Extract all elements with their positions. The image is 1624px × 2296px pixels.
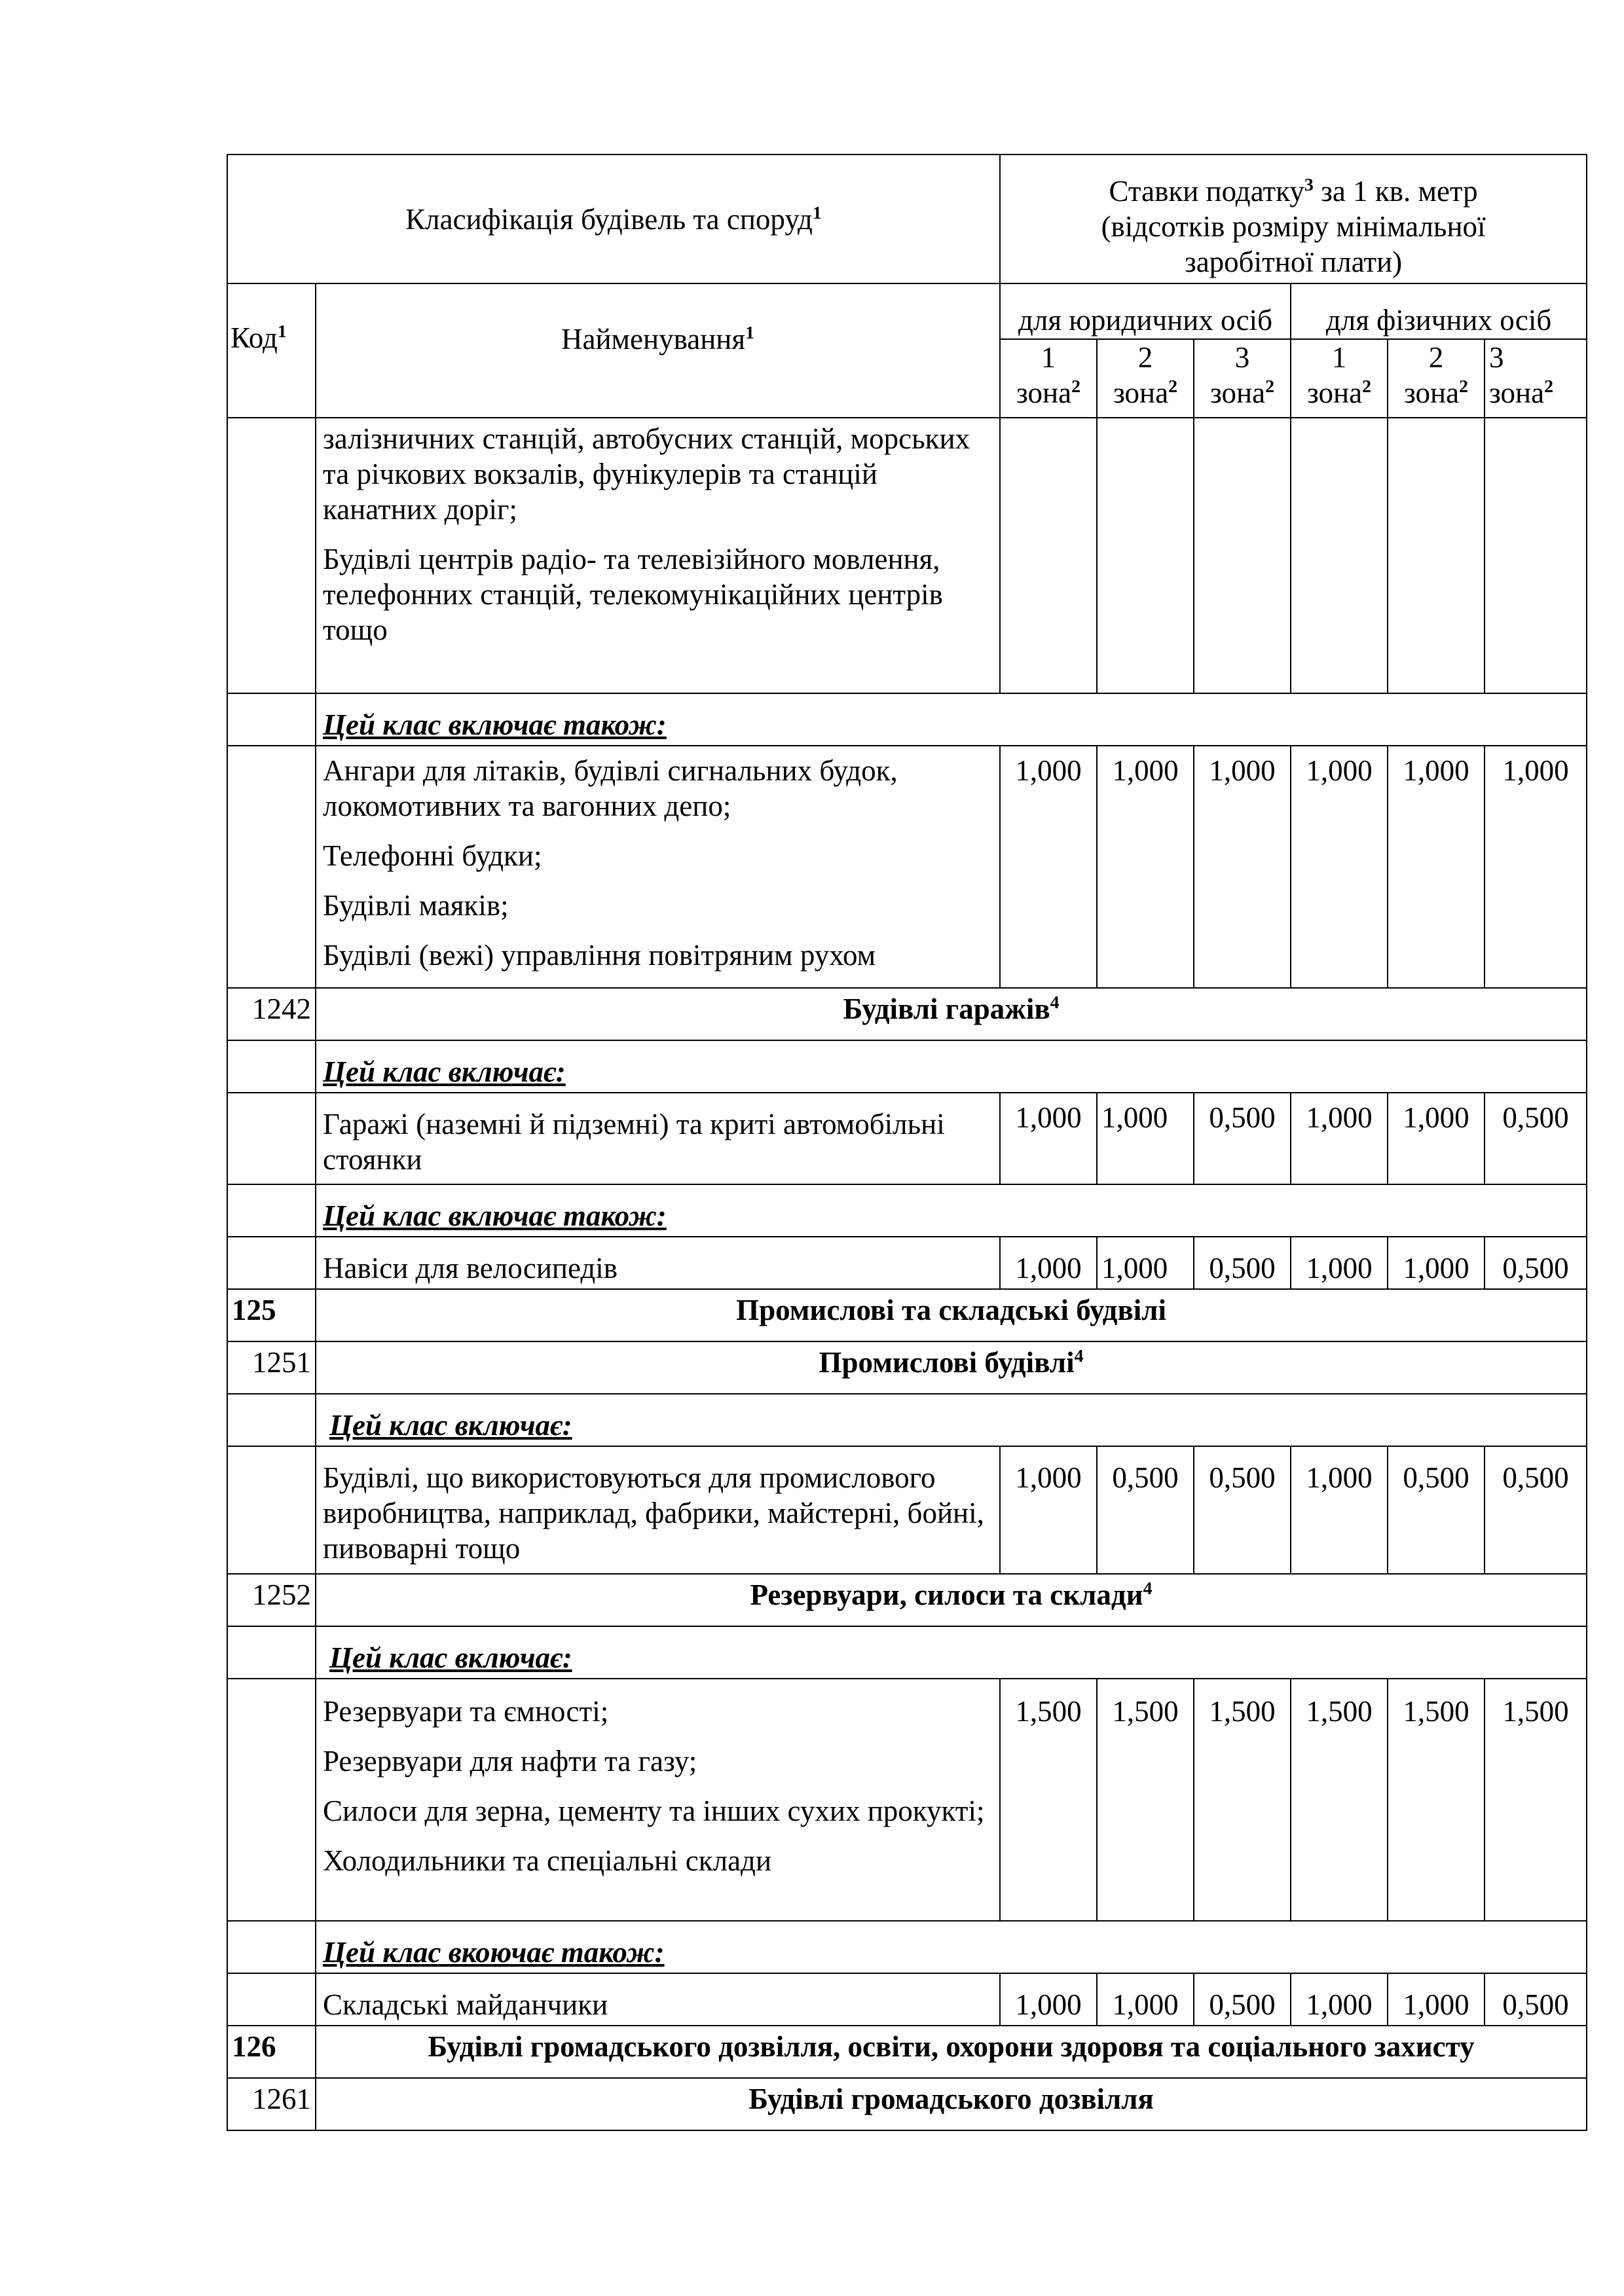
zone-header xyxy=(1097,339,1194,418)
class-includes-label: Цей клас включає: xyxy=(316,1040,1587,1093)
section-title: Будівлі громадського дозвілля, освіти, охорони здоровя та соціального захисту xyxy=(316,2026,1587,2078)
zone-word: зона xyxy=(1016,376,1072,409)
rate-cell: 1,500 xyxy=(1291,1679,1388,1921)
name-paragraph: Телефонні будки; xyxy=(323,839,542,872)
rates-header-line1 xyxy=(1007,173,1579,209)
footnote-mark: 2 xyxy=(1071,376,1081,397)
code-cell xyxy=(227,1679,316,1921)
zone-word: зона xyxy=(1489,376,1545,409)
code-cell xyxy=(227,1040,316,1093)
name-cell xyxy=(316,418,1000,693)
zone-number: 3 xyxy=(1489,341,1504,374)
name-cell xyxy=(316,1679,1000,1921)
code-cell xyxy=(227,418,316,693)
table-row xyxy=(227,1679,1587,1921)
rate-cell: 1,000 xyxy=(1097,1237,1194,1289)
rate-cell xyxy=(1097,418,1194,693)
footnote-mark: 1 xyxy=(277,321,287,342)
footnote-mark: 3 xyxy=(1304,175,1314,195)
name-paragraph: Будівлі маяків; xyxy=(323,889,509,922)
rate-cell: 1,000 xyxy=(1097,746,1194,988)
rate-cell: 0,500 xyxy=(1097,1446,1194,1574)
section-title-text: Будівлі гаражів xyxy=(843,993,1050,1025)
table-row xyxy=(227,1394,1587,1446)
classification-header xyxy=(227,155,1000,283)
footnote-mark: 2 xyxy=(1265,376,1275,397)
code-cell xyxy=(227,1093,316,1184)
rate-cell: 1,000 xyxy=(1291,1237,1388,1289)
rate-cell: 0,500 xyxy=(1485,1973,1587,2026)
rate-cell: 1,000 xyxy=(1291,1093,1388,1184)
table-row xyxy=(227,2026,1587,2078)
name-cell: Будівлі, що використовуються для промислового виробництва, наприклад, фабрики, майстерні, бойні, пивоварні тощо xyxy=(316,1446,1000,1574)
rate-cell xyxy=(1194,418,1291,693)
footnote-mark: 1 xyxy=(812,202,822,223)
class-includes-label: Цей клас включає також: xyxy=(316,693,1587,746)
code-cell: 1252 xyxy=(227,1574,316,1626)
code-cell xyxy=(227,1184,316,1237)
header-row-2 xyxy=(227,283,1587,339)
rates-header-text: Ставки податку xyxy=(1109,175,1304,208)
table-row xyxy=(227,693,1587,746)
code-cell: 1242 xyxy=(227,988,316,1040)
section-title: Будівлі громадського дозвілля xyxy=(316,2078,1587,2130)
table-row xyxy=(227,1341,1587,1394)
rate-cell: 1,000 xyxy=(1000,1973,1097,2026)
rate-cell: 1,500 xyxy=(1097,1679,1194,1921)
table-row xyxy=(227,1973,1587,2026)
rate-cell: 1,000 xyxy=(1000,1237,1097,1289)
zone-header xyxy=(1194,339,1291,418)
zone-header xyxy=(1485,339,1587,418)
class-includes-label: Цей клас включає: xyxy=(316,1626,1587,1679)
name-paragraph: Холодильники та спеціальні склади xyxy=(323,1844,772,1877)
class-includes-label: Цей клас вкоючає також: xyxy=(316,1921,1587,1973)
code-cell xyxy=(227,1973,316,2026)
section-title xyxy=(316,988,1587,1040)
table-row xyxy=(227,1184,1587,1237)
section-title xyxy=(316,1341,1587,1394)
footnote-mark: 2 xyxy=(1459,376,1469,397)
rate-cell: 1,000 xyxy=(1388,1093,1485,1184)
rate-cell xyxy=(1291,418,1388,693)
name-cell: Навіси для велосипедів xyxy=(316,1237,1000,1289)
rate-cell: 0,500 xyxy=(1194,1093,1291,1184)
rate-cell: 1,000 xyxy=(1291,746,1388,988)
zone-word: зона xyxy=(1307,376,1363,409)
rate-cell: 1,000 xyxy=(1291,1446,1388,1574)
name-paragraph: Ангари для літаків, будівлі сигнальних будок, локомотивних та вагонних депо; xyxy=(323,754,898,822)
table-row xyxy=(227,1626,1587,1679)
zone-number: 1 xyxy=(1331,341,1347,374)
section-title-text: Промислові будівлі xyxy=(819,1346,1075,1379)
table-row xyxy=(227,1574,1587,1626)
rate-cell: 0,500 xyxy=(1388,1446,1485,1574)
zone-header xyxy=(1291,339,1388,418)
rate-cell: 1,000 xyxy=(1097,1093,1194,1184)
rate-cell xyxy=(1000,418,1097,693)
table-row xyxy=(227,1446,1587,1574)
class-includes-label: Цей клас включає: xyxy=(316,1394,1587,1446)
tax-rates-table xyxy=(227,154,1587,2131)
code-cell xyxy=(227,1237,316,1289)
footnote-mark: 2 xyxy=(1168,376,1178,397)
code-cell xyxy=(227,1921,316,1973)
zone-header xyxy=(1000,339,1097,418)
table-row xyxy=(227,1921,1587,1973)
zone-word: зона xyxy=(1113,376,1169,409)
rate-cell: 1,000 xyxy=(1097,1973,1194,2026)
section-title: Промислові та складські будвілі xyxy=(316,1289,1587,1341)
table-row xyxy=(227,1040,1587,1093)
name-paragraph: Силоси для зерна, цементу та інших сухих прокукті; xyxy=(323,1795,985,1827)
section-title-text: Резервуари, силоси та склади xyxy=(750,1578,1143,1611)
zone-number: 1 xyxy=(1041,341,1056,374)
code-cell xyxy=(227,1626,316,1679)
rates-header-line3: заробітної плати) xyxy=(1184,246,1403,278)
rate-cell: 1,000 xyxy=(1000,1093,1097,1184)
zone-number: 3 xyxy=(1234,341,1250,374)
zone-number: 2 xyxy=(1428,341,1444,374)
table-row xyxy=(227,2078,1587,2130)
code-cell: 125 xyxy=(227,1289,316,1341)
zone-number: 2 xyxy=(1137,341,1153,374)
table-row xyxy=(227,988,1587,1040)
rate-cell: 1,000 xyxy=(1291,1973,1388,2026)
code-cell xyxy=(227,1394,316,1446)
table-row xyxy=(227,1093,1587,1184)
section-title xyxy=(316,1574,1587,1626)
table-row xyxy=(227,746,1587,988)
rate-cell: 1,000 xyxy=(1000,1446,1097,1574)
footnote-mark: 2 xyxy=(1362,376,1372,397)
rate-cell: 1,500 xyxy=(1000,1679,1097,1921)
table-row xyxy=(227,1289,1587,1341)
rate-cell xyxy=(1388,418,1485,693)
legal-entities-header: для юридичних осіб xyxy=(1000,283,1291,339)
rate-cell: 1,000 xyxy=(1485,746,1587,988)
rate-cell: 1,000 xyxy=(1388,1973,1485,2026)
footnote-mark: 4 xyxy=(1050,993,1060,1013)
name-cell: Гаражі (наземні й підземні) та криті автомобільні стоянки xyxy=(316,1093,1000,1184)
name-paragraph: Будівлі (вежі) управління повітряним рухом xyxy=(323,939,876,972)
footnote-mark: 2 xyxy=(1544,376,1554,397)
code-cell: 126 xyxy=(227,2026,316,2078)
code-cell: 1261 xyxy=(227,2078,316,2130)
footnote-mark: 4 xyxy=(1143,1578,1153,1599)
name-paragraph: залізничних станцій, автобусних станцій, морських та річкових вокзалів, фунікулерів та станцій канатних доріг; xyxy=(323,422,970,526)
rate-cell: 0,500 xyxy=(1194,1237,1291,1289)
natural-persons-header: для фізичних осіб xyxy=(1291,283,1587,339)
rates-header-tail: за 1 кв. метр xyxy=(1313,175,1478,208)
table-row xyxy=(227,1237,1587,1289)
code-cell xyxy=(227,693,316,746)
rate-cell: 0,500 xyxy=(1485,1093,1587,1184)
name-paragraph: Будівлі центрів радіо- та телевізійного мовлення, телефонних станцій, телекомунікаційних центрів тощо xyxy=(323,543,943,646)
classification-header-text: Класифікація будівель та споруд xyxy=(405,202,813,236)
table-row xyxy=(227,418,1587,693)
name-cell: Складські майданчики xyxy=(316,1973,1000,2026)
rate-cell: 1,000 xyxy=(1194,746,1291,988)
class-includes-label: Цей клас включає також: xyxy=(316,1184,1587,1237)
code-cell xyxy=(227,746,316,988)
rate-cell: 0,500 xyxy=(1194,1973,1291,2026)
name-cell xyxy=(316,746,1000,988)
zone-word: зона xyxy=(1210,376,1266,409)
rate-cell: 1,000 xyxy=(1000,746,1097,988)
code-cell: 1251 xyxy=(227,1341,316,1394)
rate-cell xyxy=(1485,418,1587,693)
rate-cell: 0,500 xyxy=(1194,1446,1291,1574)
rate-cell: 1,500 xyxy=(1388,1679,1485,1921)
rate-cell: 1,000 xyxy=(1388,1237,1485,1289)
rate-cell: 0,500 xyxy=(1485,1237,1587,1289)
rate-cell: 1,500 xyxy=(1485,1679,1587,1921)
name-paragraph: Резервуари та ємності; xyxy=(323,1695,609,1728)
footnote-mark: 4 xyxy=(1074,1346,1084,1366)
name-header-text: Найменування xyxy=(561,322,746,355)
rate-cell: 0,500 xyxy=(1485,1446,1587,1574)
header-row-1 xyxy=(227,155,1587,283)
code-cell xyxy=(227,1446,316,1574)
name-paragraph: Резервуари для нафти та газу; xyxy=(323,1745,697,1777)
zone-word: зона xyxy=(1404,376,1460,409)
code-header-text: Код xyxy=(231,321,278,354)
rate-cell: 1,000 xyxy=(1388,746,1485,988)
zone-header xyxy=(1388,339,1485,418)
rate-cell: 1,500 xyxy=(1194,1679,1291,1921)
footnote-mark: 1 xyxy=(745,322,755,343)
rates-header-line2: (відсотків розміру мінімальної xyxy=(1101,210,1486,243)
code-header xyxy=(227,283,316,418)
name-header xyxy=(316,283,1000,418)
rates-header xyxy=(1000,155,1587,283)
